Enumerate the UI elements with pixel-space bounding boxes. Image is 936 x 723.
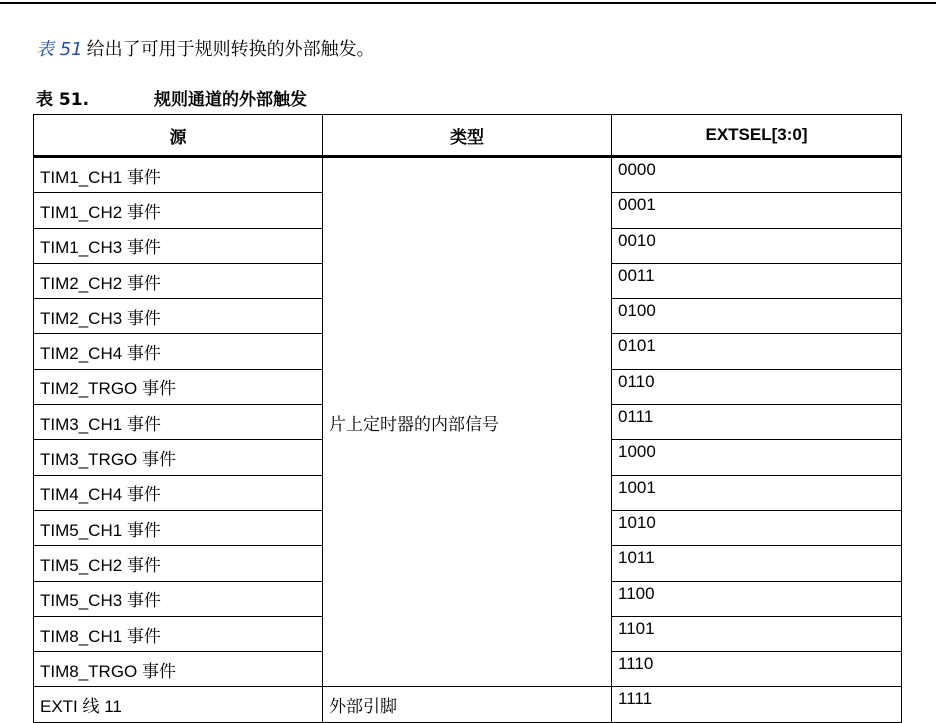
- cell-source: TIM4_CH4 事件: [34, 475, 323, 510]
- cell-extsel: 1111: [612, 687, 902, 722]
- cell-extsel: 1010: [612, 510, 902, 545]
- cell-extsel: 0010: [612, 228, 902, 263]
- intro-paragraph: [36, 37, 375, 63]
- cell-extsel: 0111: [612, 405, 902, 440]
- cell-extsel: 1011: [612, 546, 902, 581]
- cell-source: TIM5_CH1 事件: [34, 510, 323, 545]
- cell-source: TIM5_CH3 事件: [34, 581, 323, 616]
- cell-source: TIM8_CH1 事件: [34, 616, 323, 651]
- header-extsel: EXTSEL[3:0]: [612, 115, 902, 157]
- cell-source: TIM1_CH2 事件: [34, 193, 323, 228]
- cell-source: TIM2_CH4 事件: [34, 334, 323, 369]
- cell-source: TIM3_TRGO 事件: [34, 440, 323, 475]
- header-source: 源: [34, 115, 323, 157]
- cell-type: 外部引脚: [323, 687, 612, 722]
- cell-source: TIM5_CH2 事件: [34, 546, 323, 581]
- cell-source: TIM1_CH1 事件: [34, 157, 323, 193]
- cell-source: TIM3_CH1 事件: [34, 405, 323, 440]
- cell-extsel: 1100: [612, 581, 902, 616]
- external-trigger-table: [33, 114, 902, 723]
- table-row: [34, 157, 902, 193]
- cell-source: TIM1_CH3 事件: [34, 228, 323, 263]
- cell-extsel: 0000: [612, 157, 902, 193]
- cell-extsel: 0101: [612, 334, 902, 369]
- top-rule: [0, 2, 936, 4]
- cell-source: TIM2_TRGO 事件: [34, 369, 323, 404]
- cell-extsel: 0110: [612, 369, 902, 404]
- table-caption: [36, 88, 307, 112]
- intro-text: 给出了可用于规则转换的外部触发。: [86, 39, 375, 60]
- cell-source: TIM2_CH2 事件: [34, 263, 323, 298]
- header-type: 类型: [323, 115, 612, 157]
- table-header-row: [34, 115, 902, 157]
- cell-extsel: 0100: [612, 299, 902, 334]
- caption-title: 规则通道的外部触发: [154, 90, 307, 110]
- cell-extsel: 0011: [612, 263, 902, 298]
- caption-number: 表 51.: [36, 90, 90, 110]
- cell-source: TIM8_TRGO 事件: [34, 652, 323, 687]
- table-body: [34, 157, 902, 723]
- cell-extsel: 1000: [612, 440, 902, 475]
- cell-extsel: 0001: [612, 193, 902, 228]
- cell-source: EXTI 线 11: [34, 687, 323, 722]
- cell-extsel: 1001: [612, 475, 902, 510]
- table-reference-link[interactable]: 表 51: [36, 39, 83, 60]
- cell-extsel: 1110: [612, 652, 902, 687]
- cell-type: 片上定时器的内部信号: [323, 157, 612, 687]
- cell-source: TIM2_CH3 事件: [34, 299, 323, 334]
- cell-extsel: 1101: [612, 616, 902, 651]
- table-row: [34, 687, 902, 722]
